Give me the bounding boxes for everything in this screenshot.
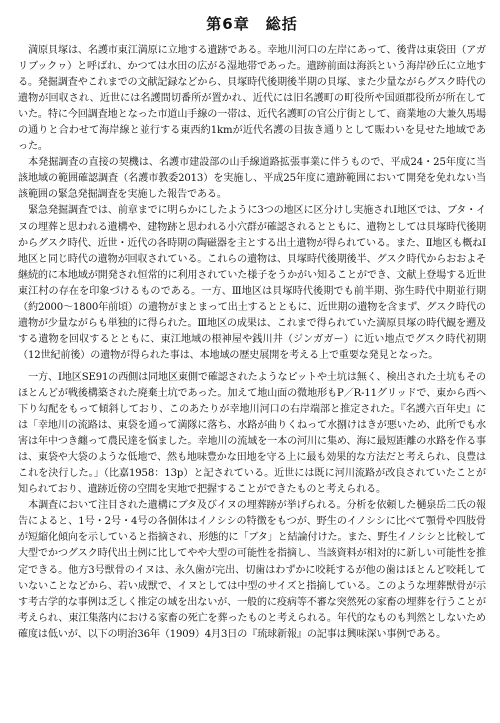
- paragraph-river-course: 一方、Ⅰ地区SE91の西側は同地区東側で確認されたようなピットや土坑は無く、検出された土坑もそのほとんどが戦後構築された廃棄土坑であった。加えて地山面の微地形もP／R-11グリッドで、東から西へ下り勾配をもって傾斜しており、このあたりが幸地川河口の右岸端部と推定された。『名護六百年史』には「幸地川の流路は、東袋を通って満隊に落ち、水路が曲りくねって水捌けはきが悪いため、此所でも水害は年中つき纏って農民達を悩ました。幸地川の流域を一本の河川に集め、海に最短距離の水路を作る事は、東袋や大袋のような低地で、然も地味豊かな田地を守る上に最も効果的な方法だと考えられ、良豊はこれを決行した。」（比嘉1958：13p）と記されている。近世には既に河川流路が改良されていたことが知られており、遺跡近傍の空間を実地で把握することができたものと考えられる。: [18, 371, 486, 496]
- chapter-heading: 総括: [265, 15, 298, 33]
- chapter-number: 第6章: [206, 15, 250, 33]
- paragraph-animal-burials: 本調査において注目された遺構にブタ及びイヌの埋葬跡が挙げられる。分析を依頼した樋泉岳二氏の報告によると、1号・2号・4号の各個体はイノシシの特徴をもつが、野生のイノシシに比べて顎骨や四肢骨が短縮化傾向を示していると指摘され、形態的に「ブタ」と結論付けた。また、野生イノシシと比較して大型でかつグスク時代出土例に比してやや大型の可能性を指摘し、当該資料が相対的に新しい可能性を推定できる。他方3号獣骨のイヌは、永久歯が完出、切歯はわずかに咬耗するが他の歯はほとんど咬耗していないことなどから、若い成獣で、イヌとしては中型のサイズと指摘している。このような埋葬獣骨が示す考古学的な事例は乏しく推定の域を出ないが、一般的に疫病等不審な突然死の家畜の埋葬を行うことが考えられ、東江集落内における家畜の死亡を葬ったものと考えられる。年代的なものも判然としないため確度は低いが、以下の明治36年（1909）4月3日の『琉球新報』の記事は興味深い事例である。: [18, 500, 486, 640]
- chapter-title: [18, 14, 486, 34]
- paragraph-survey-background: 本発掘調査の直接の契機は、名護市建設部の山手線道路拡張事業に伴うもので、平成24・25年度に当該地域の範囲確認調査（名護市教委2013）を実施し、平成25年度に遺跡範囲において開発を免れない当該範囲の緊急発掘調査を実施した報告である。: [18, 157, 486, 201]
- paragraph-site-overview: 満原貝塚は、名護市東江満原に立地する遺跡である。幸地川河口の左岸にあって、後背は東袋田（アガリブックヮ）と呼ばれ、かつては水田の広がる湿地帯であった。遺跡前面は海浜という海岸砂丘に立地する。発掘調査やこれまでの文献記録などから、貝塚時代後期後半期の貝塚、また少量ながらグスク時代の遺物が回収され、近世には名護間切番所が置かれ、近代には旧名護町の町役所や国頭郡役所が所在していた。特に今回調査地となった市道山手線の一帯は、近代名護町の官公庁街として、商業地の大兼久馬場の通りと合わせて海岸線と並行する東西約1kmが近代名護の目抜き通りとして賑わいを見せた地域であった。: [18, 45, 486, 153]
- paragraph-excavation-results: 緊急発掘調査では、前章までに明らかにしたように3つの地区に区分けし実施されⅠ地区では、ブタ・イヌの埋葬と思われる遺構や、建物跡と思われる小穴群が確認されるとともに、遺物としては貝塚時代後期からグスク時代、近世・近代の各時期の陶磁器を主とする出土遺物が得られている。また、Ⅱ地区も概ねⅠ地区と同じ時代の遺物が回収されている。これらの遺物は、貝塚時代後期後半、グスク時代からおおよそ継続的に本地域が開発され恒常的に利用されていた様子をうかがい知ることができ、文献上登場する近世東江村の存在を印象づけるものである。一方、Ⅲ地区は貝塚時代後期でも前半期、弥生時代中期並行期（約2000～1800年前頃）の遺物がまとまって出土するとともに、近世期の遺物を含まず、グスク時代の遺物が少量ながらも単独的に得られた。Ⅲ地区の成果は、これまで得られていた満原貝塚の時代観を遡及する遺物を回収するとともに、東江地域の根神屋や銭川井（ジンガガー）に近い地点でグスク時代初期（12世紀前後）の遺物が得られた事は、本地域の歴史展開を考える上で重要な発見となった。: [18, 205, 486, 361]
